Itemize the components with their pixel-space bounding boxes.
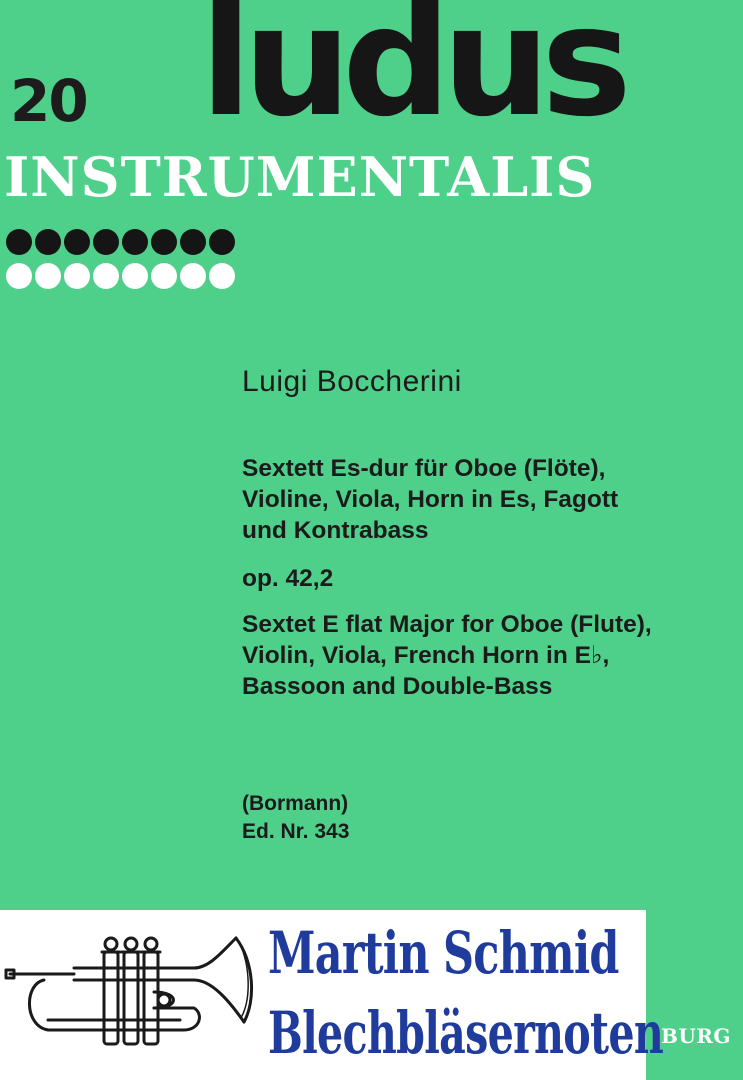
dot-icon [35, 229, 61, 255]
title-english-line: Bassoon and Double-Bass [242, 673, 553, 700]
edition-number: Ed. Nr. 343 [242, 820, 350, 843]
editor-name: (Bormann) [242, 792, 349, 815]
title-english [242, 609, 652, 702]
title-german-line: Sextett Es-dur für Oboe (Flöte), [242, 455, 606, 482]
brand-logo-instrumentalis: INSTRUMENTALIS [4, 145, 596, 209]
brand-logo-ludus: ludus [200, 0, 623, 150]
title-german-line: Violine, Viola, Horn in Es, Fagott [242, 486, 619, 513]
publisher-city: BURG [660, 1024, 731, 1048]
opus-number: op. 42,2 [242, 565, 334, 592]
dot-icon [122, 263, 148, 289]
dot-icon [180, 263, 206, 289]
title-english-line: Sextet E flat Major for Oboe (Flute), [242, 611, 652, 638]
seller-name: Martin Schmid [268, 919, 619, 987]
dot-icon [180, 229, 206, 255]
seller-tagline: Blechbläsernoten [268, 999, 664, 1067]
dot-icon [6, 229, 32, 255]
title-german [242, 453, 618, 546]
dot-icon [151, 229, 177, 255]
dot-icon [93, 229, 119, 255]
seller-watermark-banner [0, 910, 664, 1080]
decorative-dots-white [6, 263, 235, 289]
decorative-dots-black [6, 229, 235, 255]
dot-icon [6, 263, 32, 289]
dot-icon [35, 263, 61, 289]
series-number: 20 [10, 67, 87, 135]
dot-icon [209, 263, 235, 289]
title-german-line: und Kontrabass [242, 517, 429, 544]
edition-info [242, 790, 349, 846]
title-english-line: Violin, Viola, French Horn in E♭, [242, 642, 610, 669]
dot-icon [209, 229, 235, 255]
composer-name: Luigi Boccherini [242, 365, 462, 398]
dot-icon [122, 229, 148, 255]
trumpet-icon [4, 922, 264, 1072]
dot-icon [64, 229, 90, 255]
dot-icon [151, 263, 177, 289]
dot-icon [93, 263, 119, 289]
dot-icon [64, 263, 90, 289]
